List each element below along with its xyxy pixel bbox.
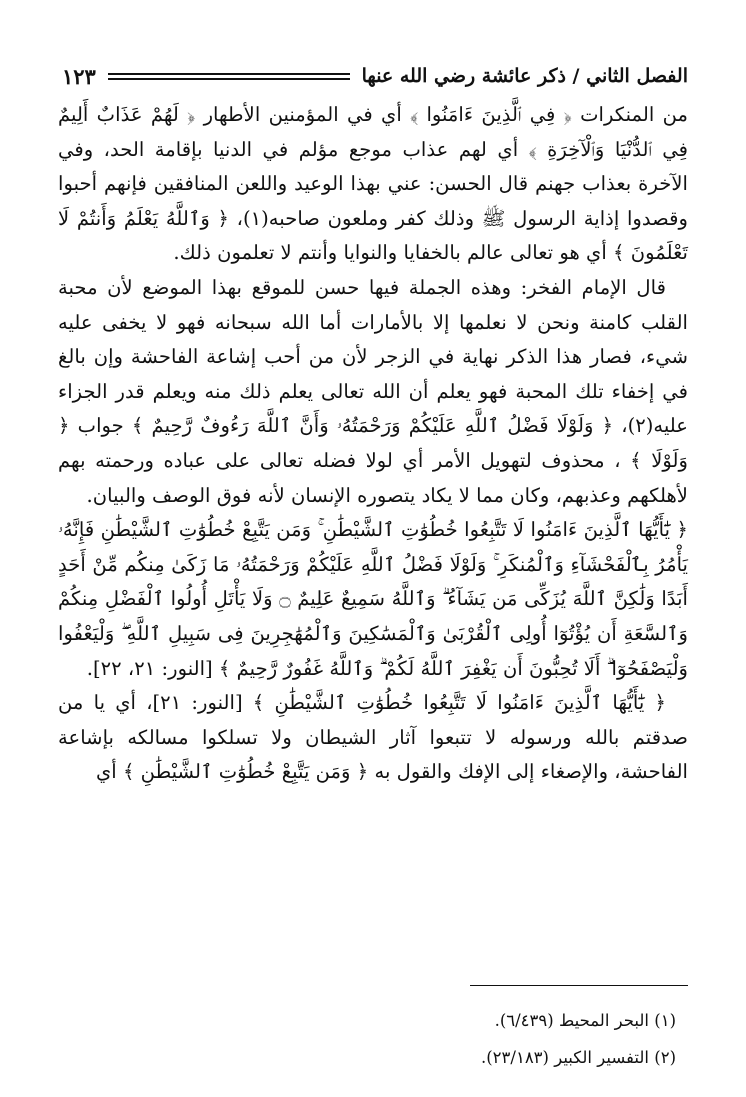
quran-verse-block: ﴿ يَٰٓأَيُّهَا ٱلَّذِينَ ءَامَنُوا لَا تَتَّبِعُوا خُطُوَٰتِ ٱلشَّيْطَٰنِ ۚ وَمَن يَتَّبِعْ خُطُوَٰتِ ٱلشَّيْطَٰنِ فَإِنَّهُۥ يَأْمُرُ بِٱلْفَحْشَآءِ وَٱلْمُنكَرِ ۚ وَلَوْلَا فَضْلُ ٱللَّهِ عَلَيْكُمْ وَرَحْمَتُهُۥ مَا زَكَىٰ مِنكُم مِّنْ أَحَدٍ أَبَدًا وَلَٰكِنَّ ٱللَّهَ يُزَكِّى مَن يَشَآءُ ۗ وَٱللَّهُ سَمِيعٌ عَلِيمٌ ۝ وَلَا يَأْتَلِ أُولُوا ٱلْفَضْلِ مِنكُمْ وَٱلسَّعَةِ أَن يُؤْتُوٓا أُولِى ٱلْقُرْبَىٰ وَٱلْمَسَٰكِينَ وَٱلْمُهَٰجِرِينَ فِى سَبِيلِ ٱللَّهِ ۖ وَلْيَعْفُوا وَلْيَصْفَحُوٓا ۗ أَلَا تُحِبُّونَ أَن يَغْفِرَ ٱللَّهُ لَكُمْ ۗ وَٱللَّهُ غَفُورٌ رَّحِيمٌ ﴾ [النور: ٢١، ٢٢]. bbox=[58, 518, 688, 680]
footnote-1: (١) البحر المحيط (٦/٤٣٩). bbox=[494, 1011, 676, 1030]
footnote-2: (٢) التفسير الكبير (٢٣/١٨٣). bbox=[480, 1048, 676, 1067]
footnote-separator bbox=[470, 985, 688, 986]
running-head: الفصل الثاني / ذكر عائشة رضي الله عنها bbox=[361, 65, 688, 87]
paragraph-1: من المنكرات ﴿ فِي ٱلَّذِينَ ءَامَنُوا ﴾ أي في المؤمنين الأطهار ﴿ لَهُمْ عَذَابٌ أَلِيمٌ فِي ٱلدُّنْيَا وَٱلْآخِرَةِ ﴾ أي لهم عذاب موجع مؤلم في الدنيا بإقامة الحد، وفي الآخرة بعذاب جهنم قال الحسن: عني بهذا الوعيد واللعن المنافقين فإنهم أحبوا وقصدوا إذاية الرسول ﷺ وذلك كفر وملعون صاحبه(١)، ﴿ وَٱللَّهُ يَعْلَمُ وَأَنتُمْ لَا تَعْلَمُونَ ﴾ أي هو تعالى عالم بالخفايا والنوايا وأنتم لا تعلمون ذلك. bbox=[58, 103, 688, 265]
paragraph-4: ﴿ يَٰٓأَيُّهَا ٱلَّذِينَ ءَامَنُوا لَا تَتَّبِعُوا خُطُوَٰتِ ٱلشَّيْطَٰنِ ﴾ [النور: ٢١]، أي يا من صدقتم بالله ورسوله لا تتبعوا آثار الشيطان ولا تسلكوا مسالكه بإشاعة الفاحشة، والإصغاء إلى الإفك والقول به ﴿ وَمَن يَتَّبِعْ خُطُوَٰتِ ٱلشَّيْطَٰنِ ﴾ أي bbox=[58, 691, 688, 784]
header-rule bbox=[108, 73, 350, 80]
footnotes bbox=[58, 1002, 676, 1076]
page-number: ١٢٣ bbox=[62, 63, 96, 89]
paragraph-2: قال الإمام الفخر: وهذه الجملة فيها حسن للموقع بهذا الموضع لأن محبة القلب كامنة ونحن لا نعلمها إلا بالأمارات أما الله سبحانه فهو لا يخفى عليه شيء، فصار هذا الذكر نهاية في الزجر لأن من أحب إشاعة الفاحشة وإن بالغ في إخفاء تلك المحبة فهو يعلم أن الله تعالى يعلم ذلك منه ويعلم قدر الجزاء عليه(٢)، ﴿ وَلَوْلَا فَضْلُ ٱللَّهِ عَلَيْكُمْ وَرَحْمَتُهُۥ وَأَنَّ ٱللَّهَ رَءُوفٌ رَّحِيمٌ ﴾ جواب ﴿ وَلَوْلَا ﴾ ، محذوف لتهويل الأمر أي لولا فضله تعالى على عباده ورحمته بهم لأهلكهم وعذبهم، وكان مما لا يكاد يتصوره الإنسان لأنه فوق الوصف والبيان. bbox=[58, 275, 688, 507]
page-header bbox=[62, 58, 688, 94]
page-body bbox=[58, 98, 688, 790]
